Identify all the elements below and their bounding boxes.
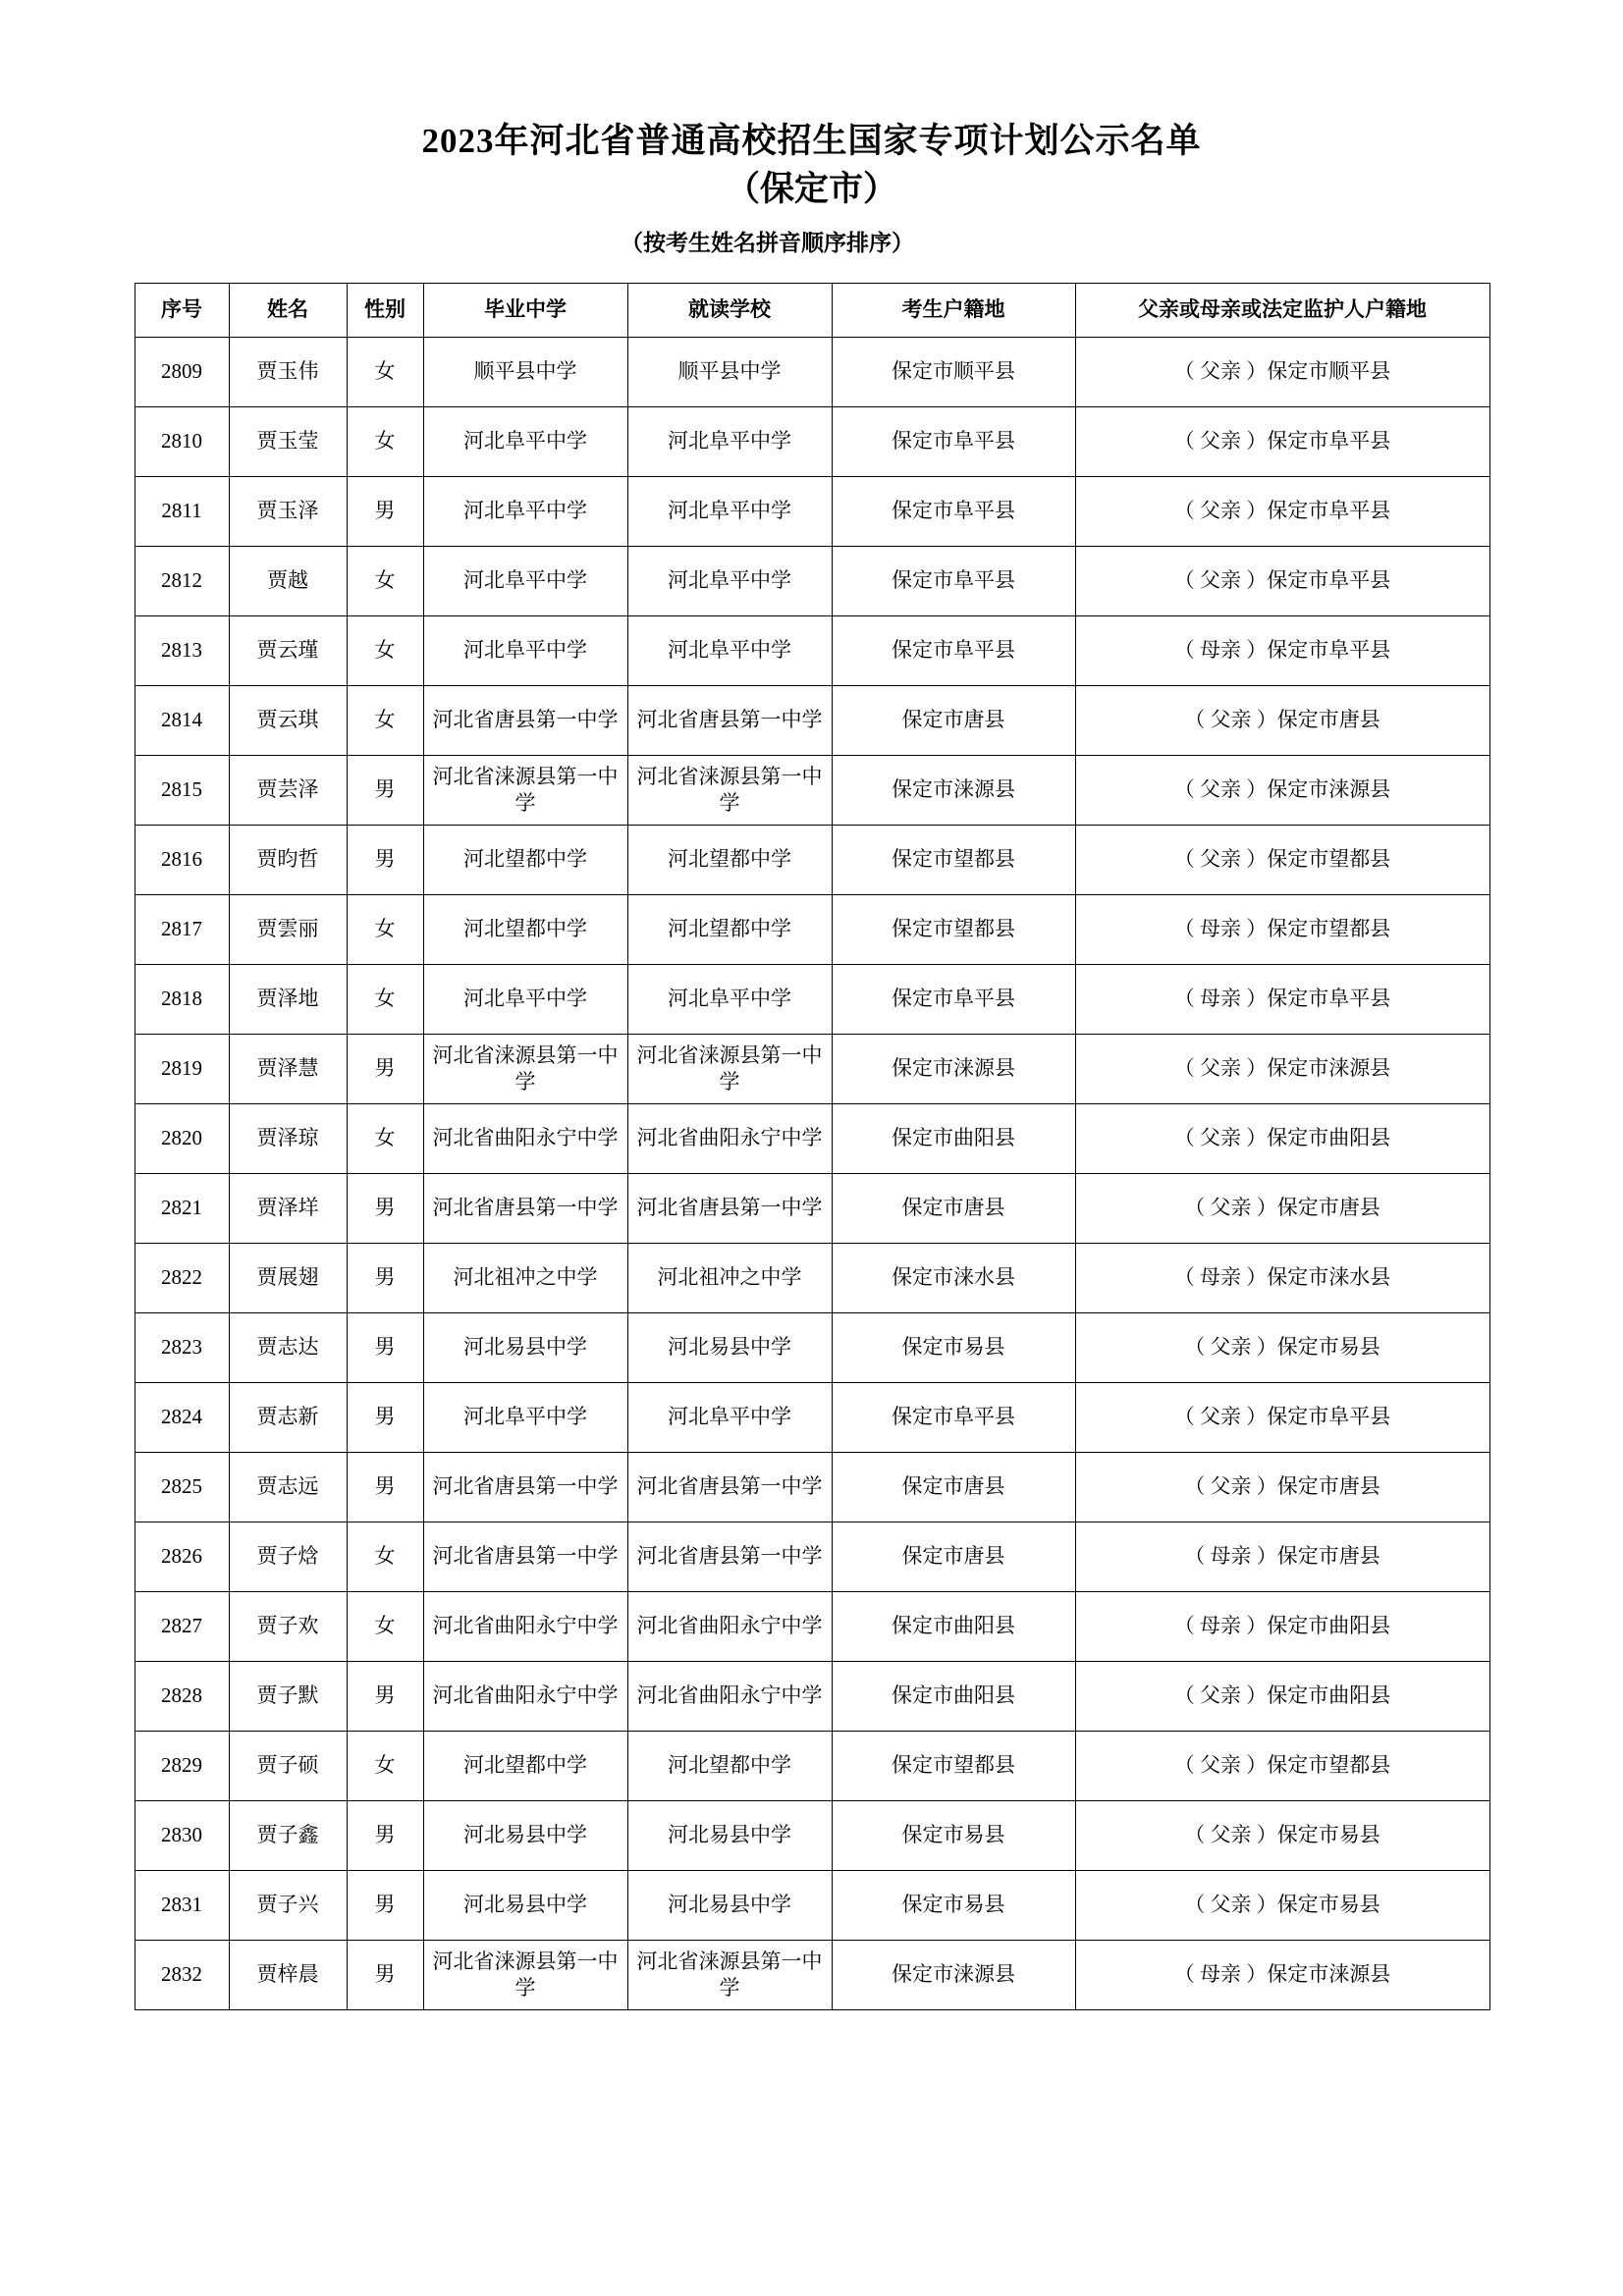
row-name: 贾云瑾 [229,615,347,685]
row-attending-school: 河北易县中学 [627,1312,832,1382]
row-graduate-school: 河北阜平中学 [423,1382,627,1452]
row-name: 贾梓晨 [229,1940,347,2009]
row-gender: 女 [347,894,423,964]
row-graduate-school: 河北省曲阳永宁中学 [423,1103,627,1173]
row-graduate-school: 河北望都中学 [423,1731,627,1800]
row-candidate-residence: 保定市阜平县 [832,546,1075,615]
row-name: 贾云琪 [229,685,347,755]
row-index: 2819 [135,1034,229,1103]
row-name: 贾玉莹 [229,406,347,476]
row-gender: 男 [347,1243,423,1312]
row-name: 贾越 [229,546,347,615]
row-name: 贾泽地 [229,964,347,1034]
row-index: 2810 [135,406,229,476]
row-name: 贾子欢 [229,1591,347,1661]
table-row [135,894,1489,964]
column-header-graduate-school: 毕业中学 [423,283,627,337]
row-guardian-residence: （ 父亲 ）保定市曲阳县 [1075,1661,1489,1731]
row-name: 贾志远 [229,1452,347,1522]
row-attending-school: 河北省曲阳永宁中学 [627,1103,832,1173]
row-gender: 女 [347,685,423,755]
page-title: 2023年河北省普通高校招生国家专项计划公示名单 [421,122,1202,160]
row-attending-school: 河北祖冲之中学 [627,1243,832,1312]
row-candidate-residence: 保定市唐县 [832,1522,1075,1591]
row-gender: 女 [347,546,423,615]
row-candidate-residence: 保定市涞水县 [832,1243,1075,1312]
row-graduate-school: 河北省曲阳永宁中学 [423,1661,627,1731]
table-row [135,615,1489,685]
table-row [135,964,1489,1034]
table-row [135,1452,1489,1522]
row-attending-school: 河北阜平中学 [627,406,832,476]
row-attending-school: 河北望都中学 [627,894,832,964]
table-row [135,1103,1489,1173]
row-graduate-school: 河北阜平中学 [423,406,627,476]
row-index: 2812 [135,546,229,615]
row-gender: 女 [347,964,423,1034]
row-guardian-residence: （ 父亲 ）保定市阜平县 [1075,1382,1489,1452]
row-name: 贾子兴 [229,1870,347,1940]
row-name: 贾志新 [229,1382,347,1452]
row-candidate-residence: 保定市易县 [832,1800,1075,1870]
row-graduate-school: 河北易县中学 [423,1870,627,1940]
row-name: 贾子默 [229,1661,347,1731]
row-graduate-school: 河北易县中学 [423,1800,627,1870]
row-index: 2830 [135,1800,229,1870]
row-candidate-residence: 保定市阜平县 [832,406,1075,476]
row-candidate-residence: 保定市易县 [832,1870,1075,1940]
page-subtitle: （保定市） [725,170,897,209]
row-name: 贾泽垟 [229,1173,347,1243]
row-graduate-school: 河北阜平中学 [423,615,627,685]
row-index: 2813 [135,615,229,685]
row-index: 2815 [135,755,229,825]
row-attending-school: 河北阜平中学 [627,964,832,1034]
row-graduate-school: 河北省唐县第一中学 [423,685,627,755]
roster-table-wrapper [135,283,1489,2010]
row-name: 贾雲丽 [229,894,347,964]
row-candidate-residence: 保定市唐县 [832,685,1075,755]
row-attending-school: 河北省涞源县第一中学 [627,1034,832,1103]
row-candidate-residence: 保定市唐县 [832,1173,1075,1243]
row-guardian-residence: （ 父亲 ）保定市望都县 [1075,825,1489,894]
row-name: 贾玉泽 [229,476,347,546]
row-index: 2828 [135,1661,229,1731]
row-gender: 男 [347,755,423,825]
row-candidate-residence: 保定市涞源县 [832,1940,1075,2009]
row-index: 2809 [135,337,229,406]
table-row [135,1173,1489,1243]
row-candidate-residence: 保定市阜平县 [832,615,1075,685]
row-guardian-residence: （ 父亲 ）保定市唐县 [1075,1452,1489,1522]
row-guardian-residence: （ 父亲 ）保定市曲阳县 [1075,1103,1489,1173]
row-index: 2811 [135,476,229,546]
table-row [135,1661,1489,1731]
row-guardian-residence: （ 父亲 ）保定市易县 [1075,1800,1489,1870]
row-index: 2814 [135,685,229,755]
row-index: 2824 [135,1382,229,1452]
row-attending-school: 河北省曲阳永宁中学 [627,1591,832,1661]
row-attending-school: 河北易县中学 [627,1800,832,1870]
table-row [135,1800,1489,1870]
row-guardian-residence: （ 母亲 ）保定市阜平县 [1075,964,1489,1034]
table-row [135,1940,1489,2009]
sort-note: （按考生姓名拼音顺序排序） [621,230,914,255]
row-guardian-residence: （ 父亲 ）保定市易县 [1075,1312,1489,1382]
row-guardian-residence: （ 父亲 ）保定市顺平县 [1075,337,1489,406]
row-attending-school: 顺平县中学 [627,337,832,406]
row-graduate-school: 河北省唐县第一中学 [423,1452,627,1522]
row-candidate-residence: 保定市曲阳县 [832,1103,1075,1173]
table-row [135,1591,1489,1661]
row-guardian-residence: （ 母亲 ）保定市望都县 [1075,894,1489,964]
row-name: 贾展翅 [229,1243,347,1312]
row-gender: 女 [347,406,423,476]
row-index: 2823 [135,1312,229,1382]
row-gender: 女 [347,1103,423,1173]
table-row [135,1243,1489,1312]
column-header-index: 序号 [135,283,229,337]
table-row [135,1312,1489,1382]
row-candidate-residence: 保定市唐县 [832,1452,1075,1522]
row-index: 2821 [135,1173,229,1243]
row-candidate-residence: 保定市曲阳县 [832,1661,1075,1731]
row-gender: 女 [347,1522,423,1591]
row-index: 2817 [135,894,229,964]
row-candidate-residence: 保定市阜平县 [832,476,1075,546]
row-gender: 男 [347,1800,423,1870]
row-graduate-school: 河北省曲阳永宁中学 [423,1591,627,1661]
row-candidate-residence: 保定市涞源县 [832,1034,1075,1103]
row-index: 2825 [135,1452,229,1522]
table-row [135,476,1489,546]
row-graduate-school: 河北省涞源县第一中学 [423,755,627,825]
row-graduate-school: 河北望都中学 [423,894,627,964]
row-guardian-residence: （ 母亲 ）保定市曲阳县 [1075,1591,1489,1661]
row-guardian-residence: （ 母亲 ）保定市涞源县 [1075,1940,1489,2009]
row-graduate-school: 河北省涞源县第一中学 [423,1034,627,1103]
row-index: 2816 [135,825,229,894]
row-name: 贾泽琼 [229,1103,347,1173]
row-name: 贾志达 [229,1312,347,1382]
row-guardian-residence: （ 父亲 ）保定市涞源县 [1075,1034,1489,1103]
table-body [135,337,1489,2009]
row-attending-school: 河北望都中学 [627,1731,832,1800]
row-gender: 男 [347,1312,423,1382]
row-gender: 男 [347,1034,423,1103]
row-graduate-school: 河北阜平中学 [423,546,627,615]
row-index: 2826 [135,1522,229,1591]
row-gender: 男 [347,825,423,894]
row-attending-school: 河北易县中学 [627,1870,832,1940]
table-row [135,1034,1489,1103]
column-header-name: 姓名 [229,283,347,337]
row-candidate-residence: 保定市曲阳县 [832,1591,1075,1661]
table-header-row [135,283,1489,337]
table-row [135,1731,1489,1800]
row-index: 2832 [135,1940,229,2009]
row-attending-school: 河北省唐县第一中学 [627,685,832,755]
row-graduate-school: 河北阜平中学 [423,964,627,1034]
row-index: 2822 [135,1243,229,1312]
column-header-guardian-residence: 父亲或母亲或法定监护人户籍地 [1075,283,1489,337]
row-name: 贾昀哲 [229,825,347,894]
row-candidate-residence: 保定市易县 [832,1312,1075,1382]
row-candidate-residence: 保定市望都县 [832,1731,1075,1800]
row-name: 贾玉伟 [229,337,347,406]
column-header-candidate-residence: 考生户籍地 [832,283,1075,337]
row-guardian-residence: （ 父亲 ）保定市易县 [1075,1870,1489,1940]
table-row [135,406,1489,476]
roster-table [135,283,1490,2010]
row-guardian-residence: （ 母亲 ）保定市阜平县 [1075,615,1489,685]
row-attending-school: 河北省唐县第一中学 [627,1522,832,1591]
row-attending-school: 河北省涞源县第一中学 [627,755,832,825]
row-index: 2820 [135,1103,229,1173]
row-guardian-residence: （ 父亲 ）保定市阜平县 [1075,406,1489,476]
row-name: 贾泽慧 [229,1034,347,1103]
row-gender: 男 [347,1173,423,1243]
row-index: 2831 [135,1870,229,1940]
row-gender: 女 [347,1591,423,1661]
row-graduate-school: 河北祖冲之中学 [423,1243,627,1312]
row-gender: 男 [347,476,423,546]
row-attending-school: 河北阜平中学 [627,615,832,685]
row-name: 贾子焓 [229,1522,347,1591]
table-row [135,546,1489,615]
table-row [135,337,1489,406]
row-gender: 女 [347,1731,423,1800]
row-candidate-residence: 保定市顺平县 [832,337,1075,406]
row-attending-school: 河北阜平中学 [627,546,832,615]
row-graduate-school: 顺平县中学 [423,337,627,406]
column-header-gender: 性别 [347,283,423,337]
row-attending-school: 河北省唐县第一中学 [627,1452,832,1522]
row-gender: 男 [347,1382,423,1452]
table-row [135,1870,1489,1940]
row-index: 2827 [135,1591,229,1661]
row-index: 2829 [135,1731,229,1800]
row-guardian-residence: （ 父亲 ）保定市唐县 [1075,685,1489,755]
row-guardian-residence: （ 父亲 ）保定市涞源县 [1075,755,1489,825]
row-guardian-residence: （ 父亲 ）保定市阜平县 [1075,476,1489,546]
column-header-attending-school: 就读学校 [627,283,832,337]
row-attending-school: 河北省曲阳永宁中学 [627,1661,832,1731]
row-candidate-residence: 保定市望都县 [832,894,1075,964]
row-graduate-school: 河北望都中学 [423,825,627,894]
row-gender: 女 [347,615,423,685]
row-candidate-residence: 保定市阜平县 [832,964,1075,1034]
row-candidate-residence: 保定市望都县 [832,825,1075,894]
row-gender: 男 [347,1870,423,1940]
row-gender: 男 [347,1940,423,2009]
row-gender: 女 [347,337,423,406]
row-guardian-residence: （ 父亲 ）保定市唐县 [1075,1173,1489,1243]
row-gender: 男 [347,1661,423,1731]
table-row [135,1382,1489,1452]
row-graduate-school: 河北省唐县第一中学 [423,1522,627,1591]
row-gender: 男 [347,1452,423,1522]
row-attending-school: 河北省涞源县第一中学 [627,1940,832,2009]
row-attending-school: 河北省唐县第一中学 [627,1173,832,1243]
title-block [0,0,1623,257]
row-guardian-residence: （ 父亲 ）保定市阜平县 [1075,546,1489,615]
row-graduate-school: 河北阜平中学 [423,476,627,546]
row-name: 贾子硕 [229,1731,347,1800]
row-graduate-school: 河北易县中学 [423,1312,627,1382]
table-header [135,283,1489,337]
row-attending-school: 河北阜平中学 [627,476,832,546]
row-guardian-residence: （ 母亲 ）保定市涞水县 [1075,1243,1489,1312]
row-graduate-school: 河北省涞源县第一中学 [423,1940,627,2009]
row-guardian-residence: （ 父亲 ）保定市望都县 [1075,1731,1489,1800]
row-attending-school: 河北阜平中学 [627,1382,832,1452]
row-candidate-residence: 保定市阜平县 [832,1382,1075,1452]
row-attending-school: 河北望都中学 [627,825,832,894]
table-row [135,825,1489,894]
row-name: 贾芸泽 [229,755,347,825]
row-candidate-residence: 保定市涞源县 [832,755,1075,825]
row-name: 贾子鑫 [229,1800,347,1870]
table-row [135,1522,1489,1591]
row-index: 2818 [135,964,229,1034]
table-row [135,755,1489,825]
row-guardian-residence: （ 母亲 ）保定市唐县 [1075,1522,1489,1591]
row-graduate-school: 河北省唐县第一中学 [423,1173,627,1243]
table-row [135,685,1489,755]
